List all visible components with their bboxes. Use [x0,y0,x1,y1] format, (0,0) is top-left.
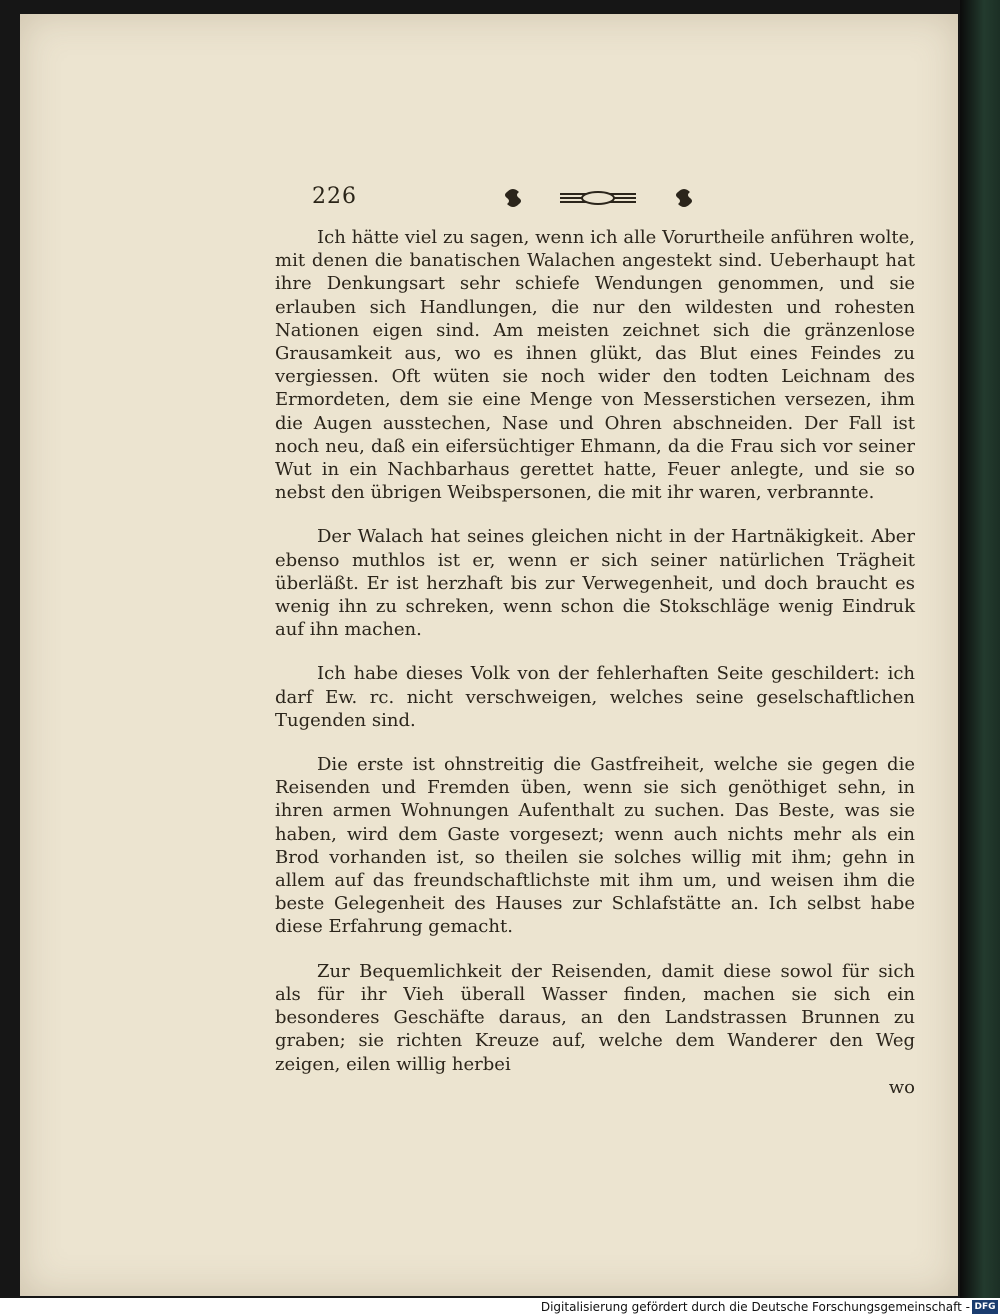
paragraph-1: Ich hätte viel zu sagen, wenn ich alle Vorurtheile anführen wolte, mit denen die banatischen Walachen angestekt sind. Ueberhaupt hat ihre Denkungsart sehr schiefe Wendungen genommen, und sie erlauben sich Handlungen, die nur den wildesten und rohesten Nationen eigen sind. Am meisten zeichnet sich die gränzenlose Grausamkeit aus, wo es ihnen glükt, das Blut eines Feindes zu vergiessen. Oft wüten sie noch wider den todten Leichnam des Ermordeten, dem sie eine Menge von Messerstichen versezen, ihm die Augen ausstechen, Nase und Ohren abschneiden. Der Fall ist noch neu, daß ein eifersüchtiger Ehmann, da die Frau sich vor seiner Wut in ein Nachbarhaus gerettet hatte, Feuer anlegte, und sie so nebst den übrigen Weibspersonen, die mit ihr waren, verbrannte. [275,227,915,504]
paragraph-3: Ich habe dieses Volk von der fehlerhaften Seite geschildert: ich darf Ew. rc. nicht verschweigen, welches seine geselschaftlichen Tugenden sind. [275,663,915,731]
funding-credit: Digitalisierung gefördert durch die Deutsche Forschungsgemeinschaft - [540,1300,970,1314]
book-cover-edge [960,0,1000,1298]
header-ornament-icon [502,186,702,210]
catchword: wo [888,1076,915,1098]
page-number: 226 [312,184,357,209]
paragraph-4: Die erste ist ohnstreitig die Gastfreiheit, welche sie gegen die Reisenden und Fremden üben, wenn sie sich genöthiget sehn, in ihren armen Wohnungen Aufenthalt zu suchen. Das Beste, was sie haben, wird dem Gaste vorgesezt; wenn auch nichts mehr als ein Brod vorhanden ist, so theilen sie solches willig mit ihm; gehn in allem auf das freundschaftlichste mit ihm um, und weisen ihm die beste Gelegenheit des Hauses zur Schlafstätte an. Ich selbst habe diese Erfahrung gemacht. [275,754,915,938]
paragraph-2: Der Walach hat seines gleichen nicht in der Hartnäkigkeit. Aber ebenso muthlos ist er, wenn er sich seiner natürlichen Trägheit überläßt. Er ist herzhaft bis zur Verwegenheit, und doch braucht es wenig ihn zu schreken, wenn schon die Stokschläge wenig Eindruk auf ihn machen. [275,526,915,641]
page-header [312,184,912,214]
body-text [275,226,915,1099]
book-page [20,14,958,1296]
paragraph-5: Zur Bequemlichkeit der Reisenden, damit diese sowol für sich als für ihr Vieh überall Wasser finden, machen sie sich ein besonderes Geschäfte daraus, an den Landstrassen Brunnen zu graben; sie richten Kreuze auf, welche dem Wanderer den Weg zeigen, eilen willig herbei [275,960,915,1075]
dfg-logo-icon: DFG [972,1300,998,1314]
footer-bar [0,1298,1000,1316]
